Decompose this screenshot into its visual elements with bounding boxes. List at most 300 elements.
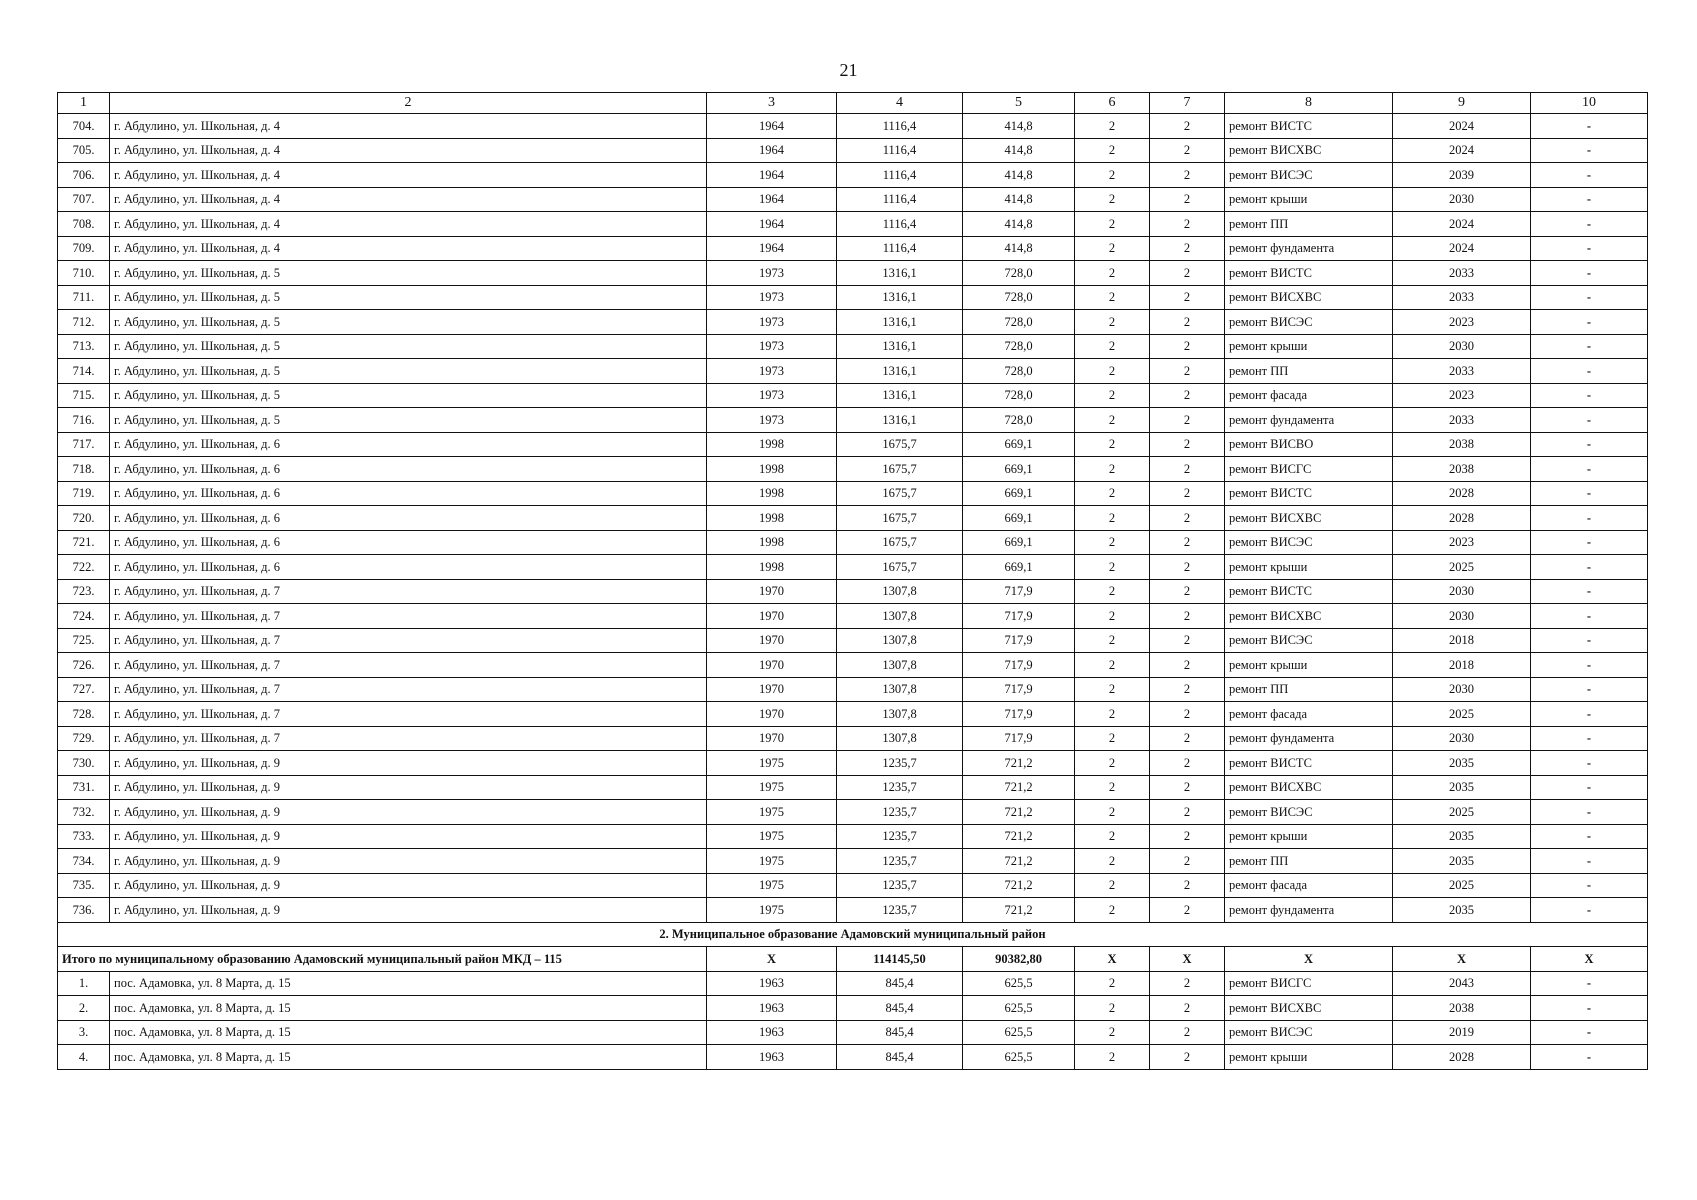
work-type-cell: ремонт ВИСЭС [1225, 1020, 1393, 1045]
work-type-cell: ремонт фасада [1225, 383, 1393, 408]
col6-cell: 2 [1075, 383, 1150, 408]
total-area-cell: 1116,4 [837, 187, 963, 212]
address-cell: г. Абдулино, ул. Школьная, д. 7 [110, 653, 707, 678]
column-header-row [58, 93, 1648, 114]
column-header: 4 [837, 93, 963, 114]
column-header: 6 [1075, 93, 1150, 114]
col10-cell: - [1531, 310, 1648, 335]
col7-cell: 2 [1150, 310, 1225, 335]
plan-year-cell: 2025 [1393, 555, 1531, 580]
plan-year-cell: 2028 [1393, 481, 1531, 506]
col7-cell: 2 [1150, 824, 1225, 849]
plan-year-cell: 2038 [1393, 996, 1531, 1021]
col6-cell: 2 [1075, 481, 1150, 506]
living-area-cell: 669,1 [963, 555, 1075, 580]
year-cell: 1975 [707, 824, 837, 849]
address-cell: пос. Адамовка, ул. 8 Марта, д. 15 [110, 1020, 707, 1045]
address-cell: г. Абдулино, ул. Школьная, д. 9 [110, 751, 707, 776]
col6-cell: 2 [1075, 849, 1150, 874]
living-area-cell: 625,5 [963, 1020, 1075, 1045]
total-area-cell: 1675,7 [837, 555, 963, 580]
living-area-cell: 414,8 [963, 114, 1075, 139]
table-row [58, 628, 1648, 653]
table-row [58, 898, 1648, 923]
col7-cell: 2 [1150, 579, 1225, 604]
section-title: 2. Муниципальное образование Адамовский муниципальный район [58, 922, 1648, 947]
col6-cell: 2 [1075, 506, 1150, 531]
living-area-cell: 717,9 [963, 653, 1075, 678]
col6-cell: 2 [1075, 1045, 1150, 1070]
col6-cell: 2 [1075, 604, 1150, 629]
year-cell: 1973 [707, 261, 837, 286]
plan-year-cell: 2025 [1393, 873, 1531, 898]
table-row [58, 702, 1648, 727]
year-cell: 1964 [707, 114, 837, 139]
col7-cell: 2 [1150, 898, 1225, 923]
row-number-cell: 724. [58, 604, 110, 629]
table-row [58, 996, 1648, 1021]
work-type-cell: ремонт ВИСЭС [1225, 628, 1393, 653]
col10-cell: - [1531, 555, 1648, 580]
total-area-cell: 1235,7 [837, 898, 963, 923]
address-cell: г. Абдулино, ул. Школьная, д. 5 [110, 310, 707, 335]
row-number-cell: 735. [58, 873, 110, 898]
year-cell: 1975 [707, 873, 837, 898]
col6-cell: 2 [1075, 236, 1150, 261]
plan-year-cell: 2030 [1393, 726, 1531, 751]
address-cell: пос. Адамовка, ул. 8 Марта, д. 15 [110, 996, 707, 1021]
row-number-cell: 709. [58, 236, 110, 261]
col6-cell: 2 [1075, 800, 1150, 825]
plan-year-cell: 2033 [1393, 261, 1531, 286]
col10-cell: - [1531, 457, 1648, 482]
table-row [58, 359, 1648, 384]
work-type-cell: ремонт крыши [1225, 334, 1393, 359]
plan-year-cell: 2024 [1393, 212, 1531, 237]
work-type-cell: ремонт ВИСТС [1225, 114, 1393, 139]
col6-cell: 2 [1075, 824, 1150, 849]
work-type-cell: ремонт крыши [1225, 653, 1393, 678]
address-cell: г. Абдулино, ул. Школьная, д. 9 [110, 800, 707, 825]
row-number-cell: 736. [58, 898, 110, 923]
address-cell: г. Абдулино, ул. Школьная, д. 5 [110, 383, 707, 408]
address-cell: г. Абдулино, ул. Школьная, д. 7 [110, 702, 707, 727]
living-area-cell: 717,9 [963, 579, 1075, 604]
year-cell: 1970 [707, 726, 837, 751]
table-row [58, 114, 1648, 139]
col10-cell: - [1531, 653, 1648, 678]
address-cell: г. Абдулино, ул. Школьная, д. 4 [110, 138, 707, 163]
col6-cell: 2 [1075, 996, 1150, 1021]
living-area-cell: 669,1 [963, 432, 1075, 457]
address-cell: г. Абдулино, ул. Школьная, д. 6 [110, 481, 707, 506]
plan-year-cell: 2030 [1393, 579, 1531, 604]
living-area-cell: 414,8 [963, 138, 1075, 163]
total-cell: Х [1531, 947, 1648, 972]
col10-cell: - [1531, 800, 1648, 825]
table-row [58, 824, 1648, 849]
total-area-cell: 1307,8 [837, 677, 963, 702]
address-cell: г. Абдулино, ул. Школьная, д. 5 [110, 334, 707, 359]
row-number-cell: 727. [58, 677, 110, 702]
address-cell: г. Абдулино, ул. Школьная, д. 4 [110, 163, 707, 188]
address-cell: г. Абдулино, ул. Школьная, д. 6 [110, 555, 707, 580]
row-number-cell: 713. [58, 334, 110, 359]
table-row [58, 604, 1648, 629]
total-row [58, 947, 1648, 972]
plan-year-cell: 2023 [1393, 310, 1531, 335]
plan-year-cell: 2019 [1393, 1020, 1531, 1045]
address-cell: г. Абдулино, ул. Школьная, д. 9 [110, 824, 707, 849]
col7-cell: 2 [1150, 359, 1225, 384]
work-type-cell: ремонт фасада [1225, 702, 1393, 727]
total-area-cell: 1316,1 [837, 359, 963, 384]
column-header: 3 [707, 93, 837, 114]
address-cell: г. Абдулино, ул. Школьная, д. 9 [110, 898, 707, 923]
year-cell: 1963 [707, 971, 837, 996]
plan-year-cell: 2035 [1393, 824, 1531, 849]
table-row [58, 481, 1648, 506]
row-number-cell: 2. [58, 996, 110, 1021]
total-area-cell: 1116,4 [837, 138, 963, 163]
col6-cell: 2 [1075, 138, 1150, 163]
row-number-cell: 734. [58, 849, 110, 874]
col7-cell: 2 [1150, 212, 1225, 237]
col6-cell: 2 [1075, 359, 1150, 384]
year-cell: 1964 [707, 212, 837, 237]
work-type-cell: ремонт фундамента [1225, 408, 1393, 433]
col10-cell: - [1531, 212, 1648, 237]
row-number-cell: 708. [58, 212, 110, 237]
year-cell: 1963 [707, 996, 837, 1021]
address-cell: г. Абдулино, ул. Школьная, д. 4 [110, 187, 707, 212]
col6-cell: 2 [1075, 971, 1150, 996]
living-area-cell: 669,1 [963, 457, 1075, 482]
total-area-cell: 1316,1 [837, 285, 963, 310]
work-type-cell: ремонт ВИСТС [1225, 261, 1393, 286]
year-cell: 1973 [707, 285, 837, 310]
table-row [58, 1045, 1648, 1070]
work-type-cell: ремонт крыши [1225, 555, 1393, 580]
total-cell: 114145,50 [837, 947, 963, 972]
living-area-cell: 728,0 [963, 359, 1075, 384]
total-area-cell: 1116,4 [837, 114, 963, 139]
col6-cell: 2 [1075, 775, 1150, 800]
work-type-cell: ремонт ВИСГС [1225, 971, 1393, 996]
col10-cell: - [1531, 236, 1648, 261]
column-header: 9 [1393, 93, 1531, 114]
column-header: 7 [1150, 93, 1225, 114]
col10-cell: - [1531, 261, 1648, 286]
col6-cell: 2 [1075, 677, 1150, 702]
work-type-cell: ремонт ВИСТС [1225, 751, 1393, 776]
plan-year-cell: 2018 [1393, 628, 1531, 653]
plan-year-cell: 2033 [1393, 285, 1531, 310]
table-row [58, 212, 1648, 237]
row-number-cell: 728. [58, 702, 110, 727]
row-number-cell: 722. [58, 555, 110, 580]
work-type-cell: ремонт ВИСГС [1225, 457, 1393, 482]
address-cell: г. Абдулино, ул. Школьная, д. 6 [110, 506, 707, 531]
year-cell: 1964 [707, 138, 837, 163]
col10-cell: - [1531, 114, 1648, 139]
table-row [58, 163, 1648, 188]
total-area-cell: 1675,7 [837, 530, 963, 555]
work-type-cell: ремонт ВИСХВС [1225, 996, 1393, 1021]
address-cell: г. Абдулино, ул. Школьная, д. 6 [110, 457, 707, 482]
col10-cell: - [1531, 1020, 1648, 1045]
row-number-cell: 717. [58, 432, 110, 457]
address-cell: г. Абдулино, ул. Школьная, д. 6 [110, 432, 707, 457]
plan-year-cell: 2030 [1393, 334, 1531, 359]
year-cell: 1970 [707, 628, 837, 653]
total-cell: Х [707, 947, 837, 972]
col6-cell: 2 [1075, 432, 1150, 457]
plan-year-cell: 2039 [1393, 163, 1531, 188]
col7-cell: 2 [1150, 1045, 1225, 1070]
col7-cell: 2 [1150, 481, 1225, 506]
table-row [58, 457, 1648, 482]
section-header-row [58, 922, 1648, 947]
col7-cell: 2 [1150, 457, 1225, 482]
col6-cell: 2 [1075, 873, 1150, 898]
col10-cell: - [1531, 359, 1648, 384]
living-area-cell: 721,2 [963, 824, 1075, 849]
col7-cell: 2 [1150, 530, 1225, 555]
row-number-cell: 731. [58, 775, 110, 800]
plan-year-cell: 2038 [1393, 457, 1531, 482]
address-cell: г. Абдулино, ул. Школьная, д. 4 [110, 212, 707, 237]
work-type-cell: ремонт ВИСХВС [1225, 285, 1393, 310]
col6-cell: 2 [1075, 334, 1150, 359]
total-area-cell: 1235,7 [837, 751, 963, 776]
col7-cell: 2 [1150, 1020, 1225, 1045]
year-cell: 1964 [707, 163, 837, 188]
work-type-cell: ремонт ВИСХВС [1225, 506, 1393, 531]
row-number-cell: 721. [58, 530, 110, 555]
section-block [58, 922, 1648, 971]
col10-cell: - [1531, 702, 1648, 727]
col7-cell: 2 [1150, 849, 1225, 874]
plan-year-cell: 2028 [1393, 506, 1531, 531]
living-area-cell: 717,9 [963, 604, 1075, 629]
table-row [58, 1020, 1648, 1045]
col10-cell: - [1531, 481, 1648, 506]
table-row [58, 653, 1648, 678]
table-row [58, 310, 1648, 335]
col6-cell: 2 [1075, 702, 1150, 727]
row-number-cell: 706. [58, 163, 110, 188]
col10-cell: - [1531, 898, 1648, 923]
plan-year-cell: 2023 [1393, 530, 1531, 555]
living-area-cell: 625,5 [963, 971, 1075, 996]
total-area-cell: 845,4 [837, 996, 963, 1021]
col10-cell: - [1531, 334, 1648, 359]
total-area-cell: 1316,1 [837, 383, 963, 408]
row-number-cell: 723. [58, 579, 110, 604]
plan-year-cell: 2024 [1393, 236, 1531, 261]
total-area-cell: 1307,8 [837, 653, 963, 678]
table-row [58, 285, 1648, 310]
plan-year-cell: 2024 [1393, 114, 1531, 139]
col7-cell: 2 [1150, 408, 1225, 433]
address-cell: г. Абдулино, ул. Школьная, д. 9 [110, 849, 707, 874]
total-area-cell: 1675,7 [837, 432, 963, 457]
total-area-cell: 1675,7 [837, 481, 963, 506]
col6-cell: 2 [1075, 408, 1150, 433]
year-cell: 1998 [707, 481, 837, 506]
address-cell: г. Абдулино, ул. Школьная, д. 7 [110, 677, 707, 702]
col6-cell: 2 [1075, 628, 1150, 653]
year-cell: 1973 [707, 310, 837, 335]
total-area-cell: 1307,8 [837, 579, 963, 604]
row-number-cell: 720. [58, 506, 110, 531]
column-header: 2 [110, 93, 707, 114]
col10-cell: - [1531, 873, 1648, 898]
col6-cell: 2 [1075, 163, 1150, 188]
table-row [58, 383, 1648, 408]
col7-cell: 2 [1150, 555, 1225, 580]
plan-year-cell: 2025 [1393, 800, 1531, 825]
total-area-cell: 1307,8 [837, 604, 963, 629]
col6-cell: 2 [1075, 1020, 1150, 1045]
col6-cell: 2 [1075, 579, 1150, 604]
total-cell: 90382,80 [963, 947, 1075, 972]
year-cell: 1970 [707, 677, 837, 702]
plan-year-cell: 2030 [1393, 677, 1531, 702]
col7-cell: 2 [1150, 261, 1225, 286]
row-number-cell: 712. [58, 310, 110, 335]
plan-year-cell: 2033 [1393, 408, 1531, 433]
living-area-cell: 721,2 [963, 873, 1075, 898]
row-number-cell: 707. [58, 187, 110, 212]
table-row [58, 506, 1648, 531]
living-area-cell: 717,9 [963, 628, 1075, 653]
column-header: 5 [963, 93, 1075, 114]
work-type-cell: ремонт крыши [1225, 1045, 1393, 1070]
col6-cell: 2 [1075, 751, 1150, 776]
work-type-cell: ремонт ВИСТС [1225, 481, 1393, 506]
col10-cell: - [1531, 1045, 1648, 1070]
col7-cell: 2 [1150, 334, 1225, 359]
col10-cell: - [1531, 604, 1648, 629]
col10-cell: - [1531, 285, 1648, 310]
year-cell: 1973 [707, 359, 837, 384]
work-type-cell: ремонт фасада [1225, 873, 1393, 898]
total-area-cell: 845,4 [837, 971, 963, 996]
col7-cell: 2 [1150, 506, 1225, 531]
living-area-cell: 414,8 [963, 187, 1075, 212]
col7-cell: 2 [1150, 971, 1225, 996]
total-area-cell: 1675,7 [837, 506, 963, 531]
col10-cell: - [1531, 138, 1648, 163]
year-cell: 1963 [707, 1020, 837, 1045]
row-number-cell: 710. [58, 261, 110, 286]
row-number-cell: 732. [58, 800, 110, 825]
living-area-cell: 625,5 [963, 996, 1075, 1021]
total-area-cell: 1316,1 [837, 261, 963, 286]
year-cell: 1975 [707, 898, 837, 923]
col7-cell: 2 [1150, 138, 1225, 163]
living-area-cell: 728,0 [963, 261, 1075, 286]
total-cell: Х [1225, 947, 1393, 972]
rows-part-2 [58, 971, 1648, 1069]
living-area-cell: 721,2 [963, 849, 1075, 874]
table-row [58, 971, 1648, 996]
row-number-cell: 718. [58, 457, 110, 482]
col7-cell: 2 [1150, 775, 1225, 800]
table-row [58, 849, 1648, 874]
col6-cell: 2 [1075, 187, 1150, 212]
total-area-cell: 1235,7 [837, 800, 963, 825]
year-cell: 1998 [707, 432, 837, 457]
total-area-cell: 1235,7 [837, 849, 963, 874]
address-cell: г. Абдулино, ул. Школьная, д. 9 [110, 775, 707, 800]
year-cell: 1970 [707, 604, 837, 629]
table-row [58, 236, 1648, 261]
total-area-cell: 1116,4 [837, 236, 963, 261]
year-cell: 1975 [707, 751, 837, 776]
row-number-cell: 719. [58, 481, 110, 506]
year-cell: 1998 [707, 457, 837, 482]
col10-cell: - [1531, 971, 1648, 996]
row-number-cell: 716. [58, 408, 110, 433]
col7-cell: 2 [1150, 628, 1225, 653]
plan-year-cell: 2035 [1393, 849, 1531, 874]
plan-year-cell: 2033 [1393, 359, 1531, 384]
address-cell: г. Абдулино, ул. Школьная, д. 7 [110, 628, 707, 653]
row-number-cell: 705. [58, 138, 110, 163]
plan-year-cell: 2030 [1393, 604, 1531, 629]
col10-cell: - [1531, 824, 1648, 849]
col7-cell: 2 [1150, 187, 1225, 212]
work-type-cell: ремонт фундамента [1225, 236, 1393, 261]
work-type-cell: ремонт ПП [1225, 212, 1393, 237]
col10-cell: - [1531, 187, 1648, 212]
row-number-cell: 3. [58, 1020, 110, 1045]
row-number-cell: 725. [58, 628, 110, 653]
table-row [58, 775, 1648, 800]
year-cell: 1963 [707, 1045, 837, 1070]
col7-cell: 2 [1150, 996, 1225, 1021]
row-number-cell: 729. [58, 726, 110, 751]
plan-year-cell: 2035 [1393, 775, 1531, 800]
row-number-cell: 733. [58, 824, 110, 849]
work-type-cell: ремонт фундамента [1225, 898, 1393, 923]
work-type-cell: ремонт ВИСВО [1225, 432, 1393, 457]
year-cell: 1964 [707, 187, 837, 212]
col7-cell: 2 [1150, 114, 1225, 139]
work-type-cell: ремонт ВИСХВС [1225, 775, 1393, 800]
work-type-cell: ремонт крыши [1225, 187, 1393, 212]
living-area-cell: 728,0 [963, 334, 1075, 359]
living-area-cell: 669,1 [963, 530, 1075, 555]
address-cell: пос. Адамовка, ул. 8 Марта, д. 15 [110, 971, 707, 996]
work-type-cell: ремонт ВИСЭС [1225, 530, 1393, 555]
col7-cell: 2 [1150, 751, 1225, 776]
col7-cell: 2 [1150, 800, 1225, 825]
address-cell: г. Абдулино, ул. Школьная, д. 4 [110, 236, 707, 261]
col10-cell: - [1531, 849, 1648, 874]
table-row [58, 800, 1648, 825]
living-area-cell: 717,9 [963, 677, 1075, 702]
col10-cell: - [1531, 579, 1648, 604]
total-cell: Х [1075, 947, 1150, 972]
living-area-cell: 717,9 [963, 726, 1075, 751]
col10-cell: - [1531, 751, 1648, 776]
total-area-cell: 1307,8 [837, 628, 963, 653]
row-number-cell: 1. [58, 971, 110, 996]
